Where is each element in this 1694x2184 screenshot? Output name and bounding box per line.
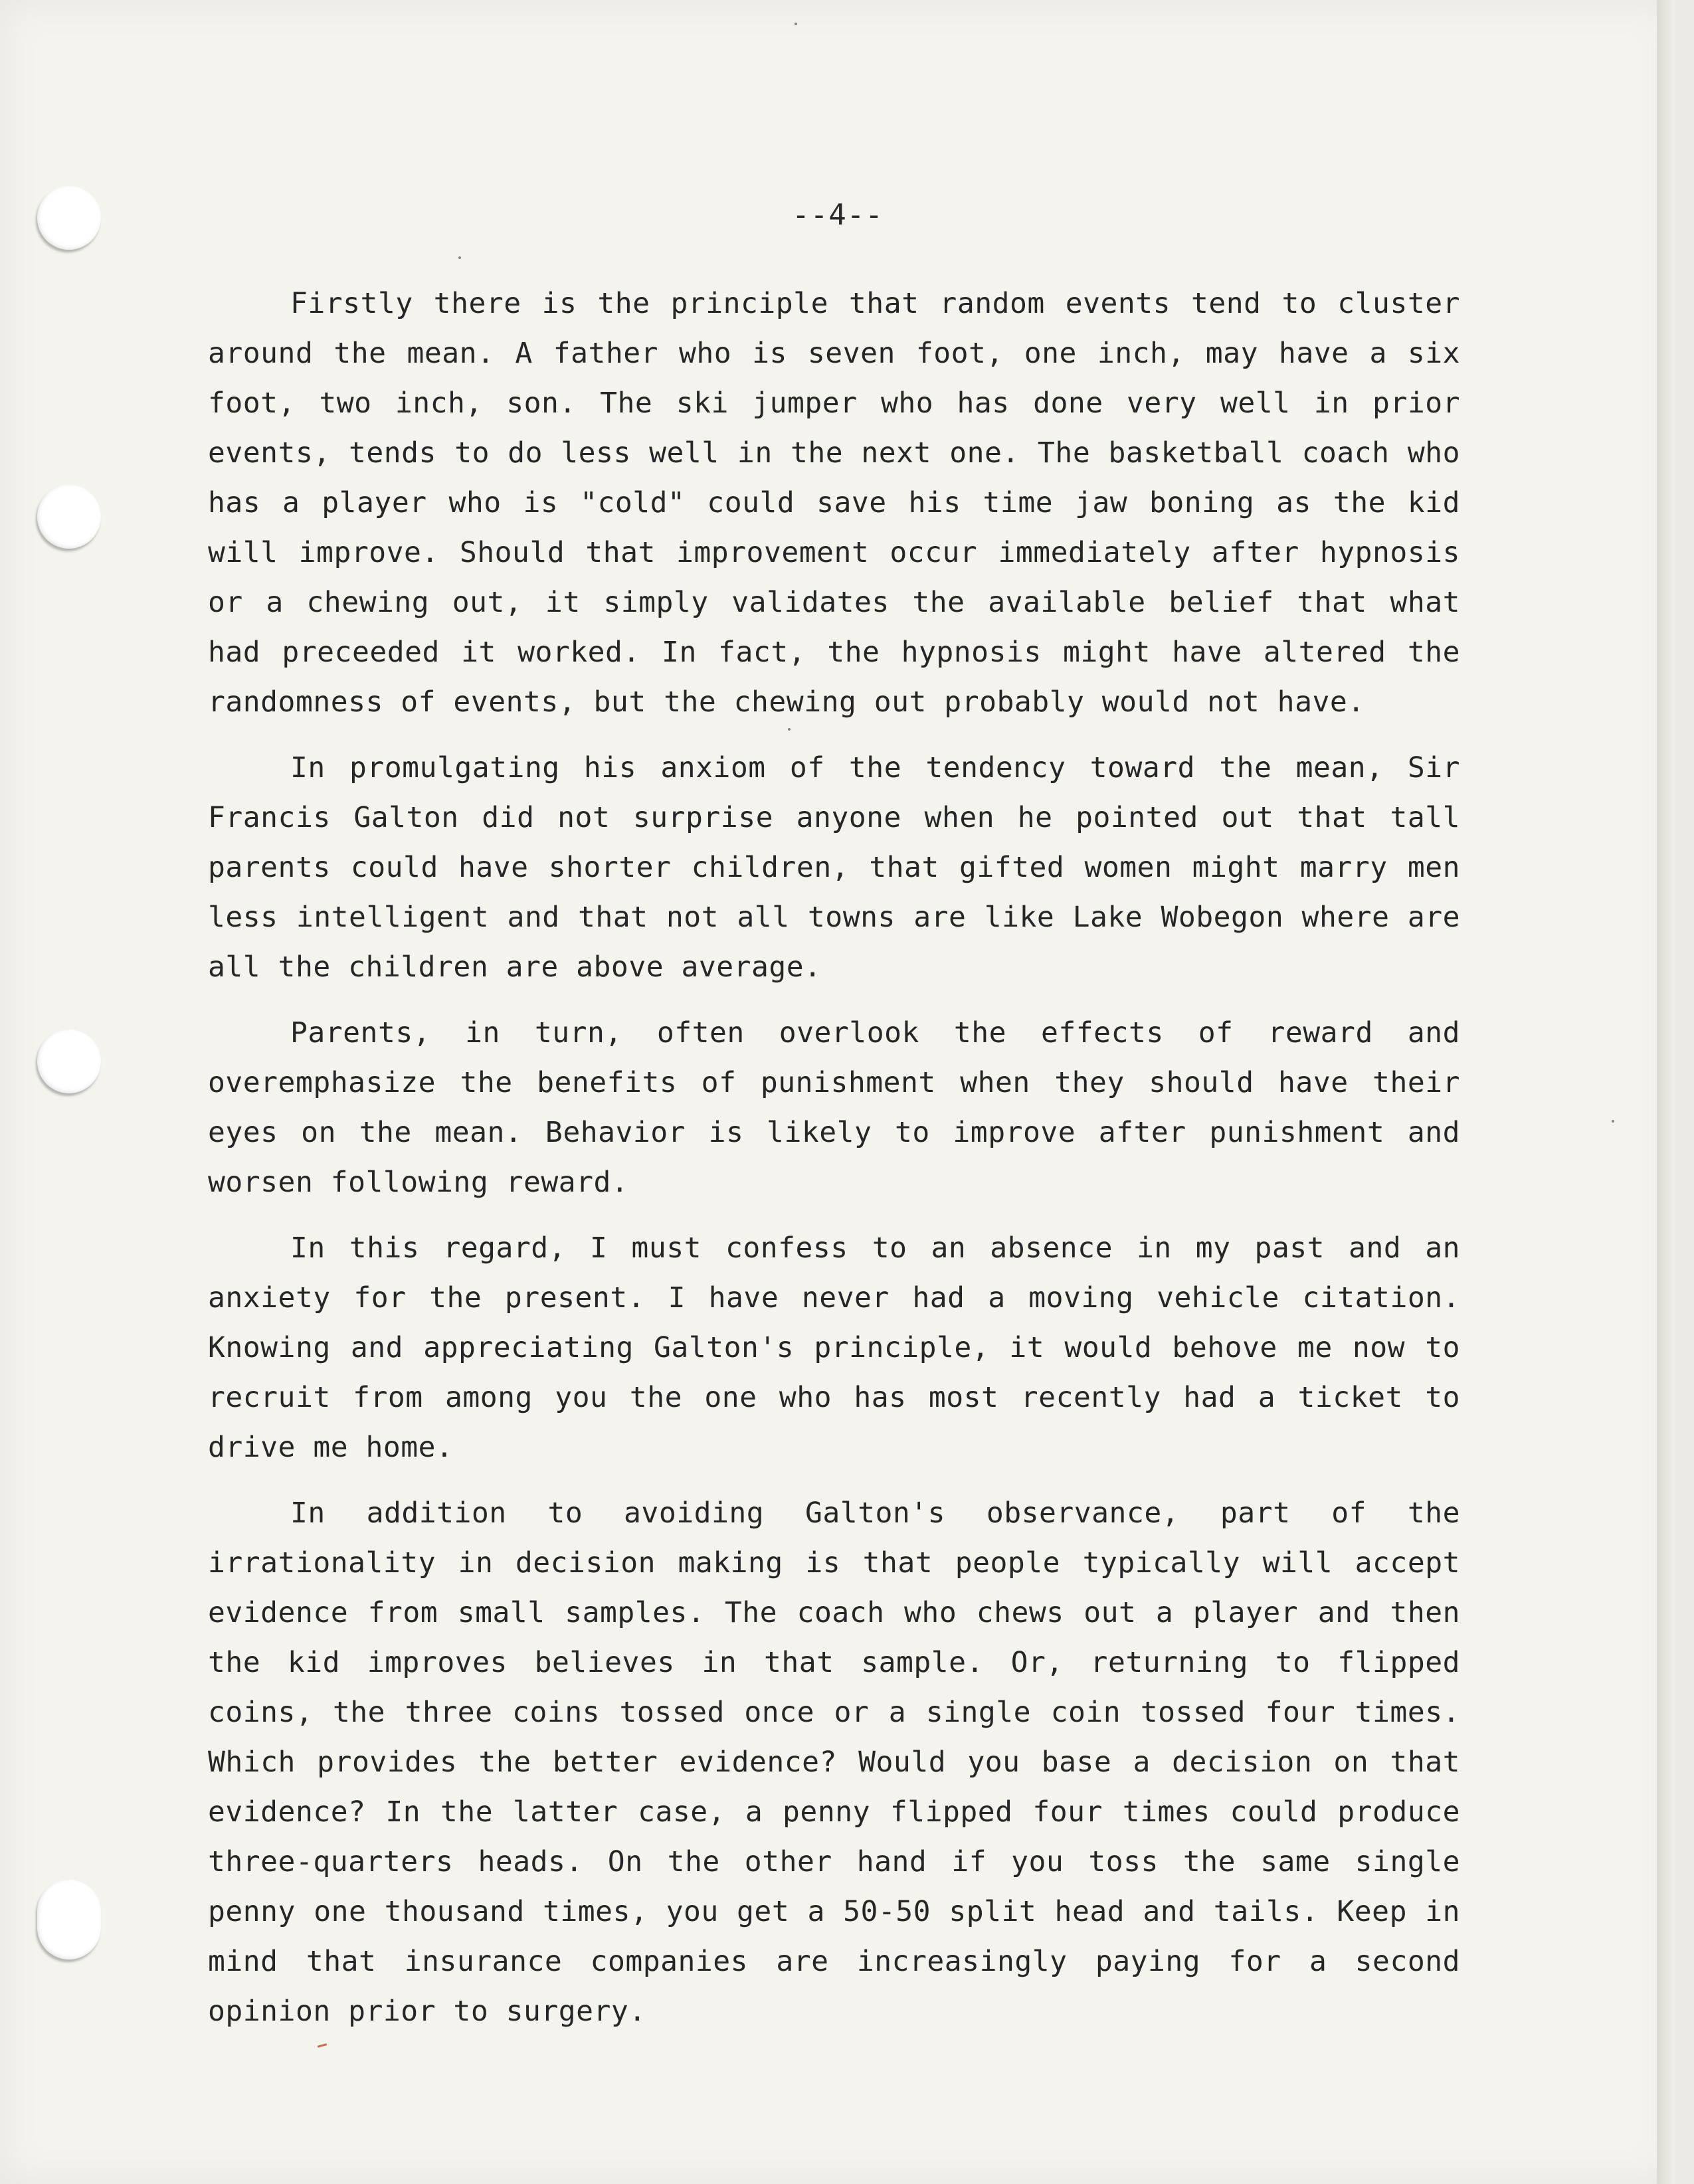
paper-edge bbox=[1657, 0, 1675, 2184]
paragraph: Firstly there is the principle that random events tend to cluster around the mean. A father who is seven foot, one inch, may have a six foot, two inch, son. The ski jumper who has done very well in prior events, tends to do less well in the next one. The basketball coach who has a player who is "cold" could save his time jaw boning as the kid will improve. Should that improvement occur immediately after hypnosis or a chewing out, it simply validates the available belief that what had preceeded it worked. In fact, the hypnosis might have altered the randomness of events, but the chewing out probably would not have. bbox=[208, 287, 1460, 719]
punch-hole bbox=[37, 1880, 101, 1959]
paragraph: Parents, in turn, often overlook the effects of reward and overemphasize the benefits of punishment when they should have their eyes on the mean. Behavior is likely to improve after punishment and worsen following reward. bbox=[208, 1016, 1460, 1199]
paper-speck bbox=[318, 2043, 327, 2048]
punch-hole bbox=[37, 1030, 101, 1093]
punch-hole bbox=[37, 485, 101, 549]
paper-speck bbox=[795, 23, 797, 25]
page-number: --4-- bbox=[792, 198, 884, 232]
body-text bbox=[208, 279, 1460, 2037]
paragraph: In promulgating his anxiom of the tendency toward the mean, Sir Francis Galton did not surprise anyone when he pointed out that tall parents could have shorter children, that gifted women might marry men less intelligent and that not all towns are like Lake Wobegon where are all the children are above average. bbox=[208, 751, 1460, 984]
paper-speck bbox=[1612, 1120, 1614, 1123]
paper-speck bbox=[458, 256, 461, 259]
paragraph: In this regard, I must confess to an absence in my past and an anxiety for the present. I have never had a moving vehicle citation. Knowing and appreciating Galton's principle, it would behove me now to recruit from among you the one who has most recently had a ticket to drive me home. bbox=[208, 1231, 1460, 1464]
paragraph: In addition to avoiding Galton's observance, part of the irrationality in decision making is that people typically will accept evidence from small samples. The coach who chews out a player and then the kid improves believes in that sample. Or, returning to flipped coins, the three coins tossed once or a single coin tossed four times. Which provides the better evidence? Would you base a decision on that evidence? In the latter case, a penny flipped four times could produce three-quarters heads. On the other hand if you toss the same single penny one thousand times, you get a 50-50 split head and tails. Keep in mind that insurance companies are increasingly paying for a second opinion prior to surgery. bbox=[208, 1497, 1460, 2028]
